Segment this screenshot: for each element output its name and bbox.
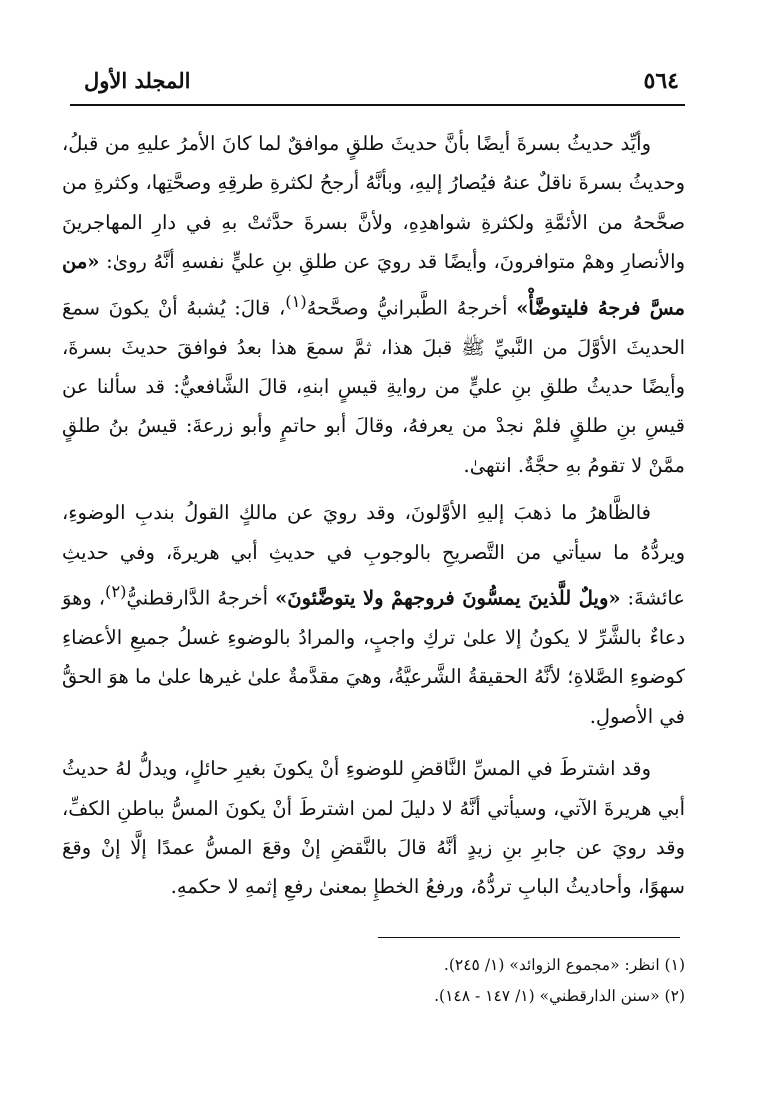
page-header (70, 64, 685, 104)
footnote-ref-2[interactable]: (٢) (105, 581, 127, 601)
header-divider (70, 104, 685, 106)
hadith-quote-2: «ويلٌ للَّذينَ يمسُّونَ فروجهمْ ولا يتوضَّئونَ» (275, 586, 621, 610)
paragraph-3: وقد اشترطَ في المسِّ النَّاقضِ للوضوءِ أنْ يكونَ بغيرِ حائلٍ، ويدلُّ لهُ حديثُ أبي هريرةَ الآتي، وسيأتي أنَّهُ لا دليلَ لمن اشترطَ أنْ يكونَ المسُّ بباطنِ الكفِّ، وقد رويَ عن جابرِ بنِ زيدٍ أنَّهُ قالَ بالنَّقضِ إنْ وقعَ المسُّ عمدًا إلَّا إنْ وقعَ سهوًا، وأحاديثُ البابِ تردُّهُ، ورفعُ الخطإِ بمعنیٰ رفعِ إثمهِ لا حكمهِ. (62, 757, 685, 899)
paragraph-2-text-b: أخرجهُ الدَّارقطنيُّ (126, 586, 269, 610)
footnote-1: (١) انظر: «مجموع الزوائد» (١/ ٢٤٥). (443, 956, 685, 974)
hadith-quote-1: «من مسَّ فرجهُ فليتوضَّأْ» (62, 250, 686, 320)
paragraph-1 (62, 124, 685, 485)
paragraph-2-text-c: ، وهوَ دعاءٌ بالشَّرِّ لا يكونُ إلا علیٰ تركِ واجبٍ، والمرادُ بالوضوءِ غسلُ جميعِ الأعضاءِ كوضوءِ الصَّلاةِ؛ لأنَّهُ الحقيقةُ الشَّرعيَّةُ، وهيَ مقدَّمةٌ علیٰ غيرها علیٰ ما هوَ الحقُّ في الأصولِ. (62, 586, 685, 728)
main-text (62, 124, 685, 907)
paragraph-2-text-a: فالظَّاهرُ ما ذهبَ إليهِ الأوَّلونَ، وقد رويَ عن مالكٍ القولُ بندبِ الوضوءِ، ويردُّهُ ما سيأتي من التَّصريحِ بالوجوبِ في حديثِ أبي هريرةَ، وفي حديثِ عائشةَ: (62, 501, 685, 610)
page-number: ٥٦٤ (643, 68, 679, 94)
footnote-ref-1[interactable]: (١) (285, 291, 307, 311)
footnote-divider (378, 937, 680, 938)
paragraph-1-text-b: أخرجهُ الطَّبرانيُّ وصحَّحهُ (306, 296, 508, 320)
paragraph-1-text-a: وأيِّد حديثُ بسرةَ أيضًا بأنَّ حديثَ طلقٍ موافقٌ لما كانَ الأمرُ عليهِ من قبلُ، وحديثُ بسرةَ ناقلٌ عنهُ فيُصارُ إليهِ، وبأنَّهُ أرجحُ لكثرةِ طرقِهِ وصحَّتِها، وكثرةِ من صحَّحهُ من الأئمَّةِ ولكثرةِ شواهدِهِ، ولأنَّ بسرةَ حدَّثتْ بهِ في دارِ المهاجرينَ والأنصارِ وهمْ متوافرونَ، وأيضًا قد رويَ عن طلقِ بنِ عليٍّ نفسهِ أنَّهُ رویٰ: (62, 132, 685, 274)
footnote-2: (٢) «سنن الدارقطني» (١/ ١٤٧ - ١٤٨). (434, 987, 685, 1005)
footnotes (150, 950, 685, 1012)
paragraph-2 (62, 493, 685, 736)
volume-title: المجلد الأول (84, 68, 191, 93)
paragraph-1-text-c: ، قالَ: يُشبهُ أنْ يكونَ سمعَ الحديثَ الأوَّلَ من النَّبيِّ ﷺ قبلَ هذا، ثمَّ سمعَ هذا بعدُ فوافقَ حديثَ بسرةَ، وأيضًا حديثُ طلقِ بنِ عليٍّ من روايةِ قيسٍ ابنهِ، قالَ الشَّافعيُّ: قد سألنا عن قيسِ بنِ طلقٍ فلمْ نجدْ من يعرفهُ، وقالَ أبو حاتمٍ وأبو زرعةَ: قيسُ بنُ طلقٍ ممَّنْ لا تقومُ بهِ حجَّةٌ. انتهیٰ. (62, 296, 685, 477)
